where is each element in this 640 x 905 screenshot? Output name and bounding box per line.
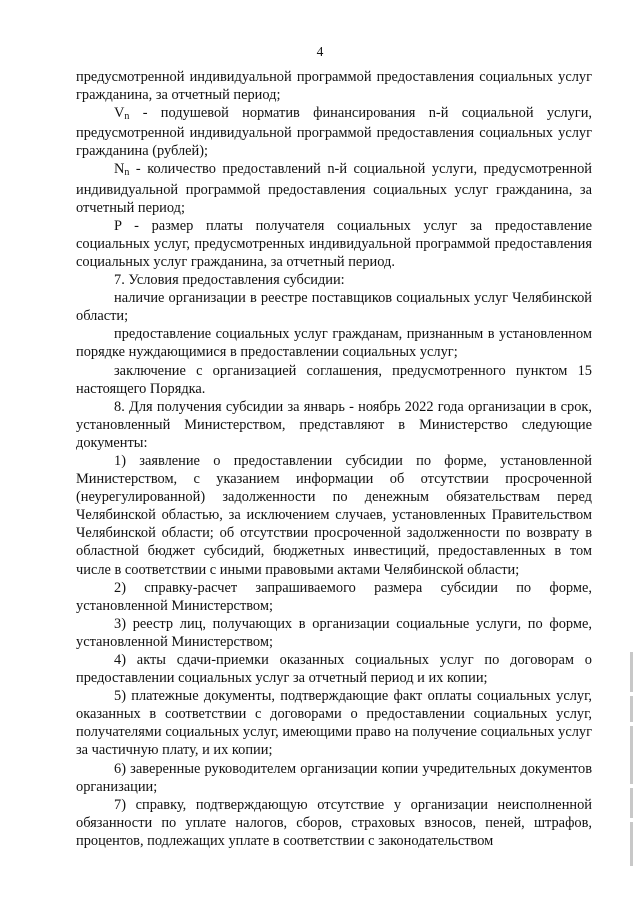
definition-n-text: - количество предоставлений n-й социальной услуги, предусмотренной индивидуальной программой предоставления социальных услуг гражданина, за отчетный период; (76, 161, 592, 216)
symbol-v-subscript: n (124, 111, 130, 123)
symbol-n: N (114, 161, 125, 178)
margin-stamp-mark (627, 652, 635, 872)
symbol-v: V (114, 105, 125, 122)
document-body (76, 68, 592, 850)
paragraph-definition-p: P - размер платы получателя социальных услуг за предоставление социальных услуг, предусмотренных индивидуальной программой предоставления социальных услуг гражданина, за отчетный период. (76, 217, 592, 270)
document-list-item: 5) платежные документы, подтверждающие факт оплаты социальных услуг, оказанных в соответствии с договорами о предоставлении социальных услуг, получателями социальных услуг, имеющими право на получение социальных услуг за частичную плату, и их копии; (76, 688, 592, 759)
page-number: 4 (316, 44, 324, 59)
paragraph-definition-v (76, 104, 592, 160)
symbol-n-subscript: n (124, 167, 130, 179)
condition-item: наличие организации в реестре поставщиков социальных услуг Челябинской области; (76, 290, 592, 325)
document-list-item: 2) справку-расчет запрашиваемого размера субсидии по форме, установленной Министерством; (76, 579, 592, 614)
section-heading-8: 8. Для получения субсидии за январь - ноябрь 2022 года организации в срок, установленный Министерством, представляют в Министерство следующие документы: (76, 398, 592, 451)
document-list-item: 4) акты сдачи-приемки оказанных социальных услуг по договорам о предоставлении социальных услуг за отчетный период и их копии; (76, 652, 592, 687)
paragraph-continuation: предусмотренной индивидуальной программой предоставления социальных услуг гражданина, за отчетный период; (76, 69, 592, 104)
condition-item: заключение с организацией соглашения, предусмотренного пунктом 15 настоящего Порядка. (76, 362, 592, 397)
document-list-item: 6) заверенные руководителем организации копии учредительных документов организации; (76, 760, 592, 795)
paragraph-definition-n (76, 160, 592, 216)
document-list-item: 7) справку, подтверждающую отсутствие у организации неисполненной обязанности по уплате налогов, сборов, страховых взносов, пеней, штрафов, процентов, подлежащих уплате в соответствии с законодательством (76, 796, 592, 849)
section-heading-7: 7. Условия предоставления субсидии: (114, 272, 345, 289)
document-list-item: 3) реестр лиц, получающих в организации социальные услуги, по форме, установленной Министерством; (76, 615, 592, 650)
condition-item: предоставление социальных услуг гражданам, признанным в установленном порядке нуждающимися в предоставлении социальных услуг; (76, 326, 592, 361)
document-list-item: 1) заявление о предоставлении субсидии по форме, установленной Министерством, с указанием информации об отсутствии просроченной (неурегулированной) задолженности по денежным обязательствам перед Челябинской областью, за исключением случаев, установленных Правительством Челябинской области; об отсутствии просроченной задолженности по возврату в областной бюджет субсидий, бюджетных инвестиций, предоставленных в том числе в соответствии с иными правовыми актами Челябинской области; (76, 452, 592, 578)
definition-v-text: - подушевой норматив финансирования n-й социальной услуги, предусмотренной индивидуальной программой предоставления социальных услуг гражданина (рублей); (76, 105, 592, 160)
